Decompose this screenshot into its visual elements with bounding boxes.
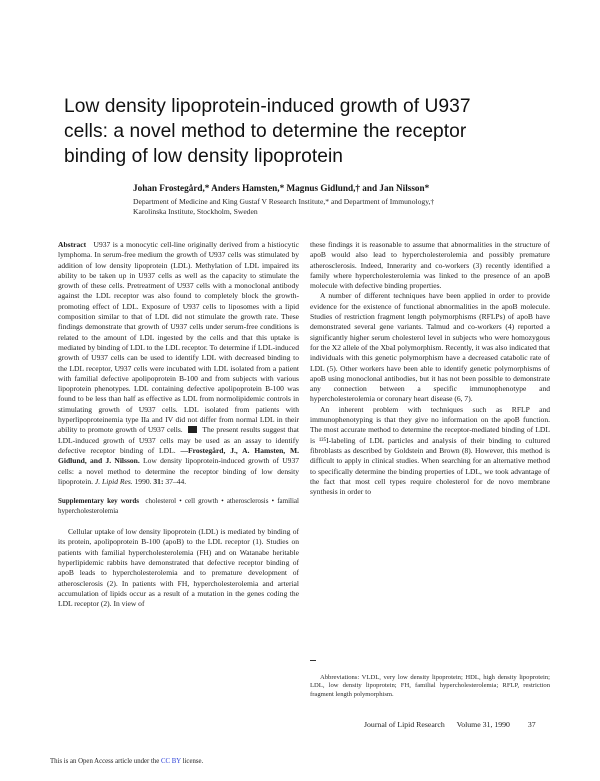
- title-line: binding of low density lipoprotein: [64, 146, 344, 167]
- intro-paragraph: Cellular uptake of low density lipoprotein (LDL) is mediated by binding of its protein, apolipoprotein B-100 (apoB) to the LDL receptor (1). Studies on patients with familial hypercholesterolemia (FH) and on Watanabe heritable hyperlipidemic rabbits have demonstrated that defective receptor binding of apoB leads to hypercholesterolemia and to premature development of atherosclerosis (2). In patients with FH, hypercholesterolemia and arterial accumulation of lipids occur as a result of a mutation in the genes coding the LDL receptor (2). In view of: [58, 527, 299, 609]
- abstract-label: Abstract: [58, 240, 87, 249]
- citation-pages: 37–44.: [165, 476, 187, 486]
- body-paragraph: these findings it is reasonable to assume that abnormalities in the structure of apoB would also lead to hypercholesterolemia and possibly premature atherosclerosis. Indeed, Innerarity and co-workers (3) recently identified a family where hypercholesterolemia was linked to the presence of an apoB molecule with defective binding properties.: [310, 240, 550, 291]
- author-list: Johan Frostegård,* Anders Hamsten,* Magnus Gidlund,† and Jan Nilsson*: [133, 183, 430, 193]
- title-line: cells: a novel method to determine the receptor: [64, 121, 467, 142]
- abbreviations-footnote: Abbreviations: VLDL, very low density lipoprotein; HDL, high density lipoprotein; LDL, low density lipoprotein; FH, familial hypercholesterolemia; RFLP, restriction fragment length polymorphism.: [310, 673, 550, 698]
- body-paragraph: A number of different techniques have been applied in order to provide evidence for the existence of functional abnormalities in the apoB molecule. Studies of restriction fragment length polymorphisms (RFLPs) of apoB have demonstrated several gene variants. Talmud and co-workers (4) reported a significantly higher serum cholesterol level in subjects who were homozygous for the X2 allele of the XbaI polymorphism. Recently, it was also indicated that individuals with this genetic polymorphism have a decreased catabolic rate of LDL (5). Other workers have been able to identify genetic polymorphisms of apoB using monoclonal antibodies, but it has not been possible to demonstrate any connection between a specific immunophenotype and hypercholesterolemia or coronary heart disease (6, 7).: [310, 291, 550, 404]
- open-access-notice: [50, 758, 203, 765]
- citation-volume: 31:: [153, 476, 164, 486]
- abstract-conclusion: The present results suggest that LDL-induced growth of U937 cells may be used as an assay to identify defective receptor binding of LDL.: [58, 425, 300, 455]
- left-column: [58, 240, 299, 610]
- keywords: [58, 497, 299, 516]
- oa-prefix: This is an Open Access article under the: [50, 758, 160, 765]
- page-number: 37: [527, 720, 536, 729]
- section-marker-icon: [188, 426, 197, 433]
- footnote-divider: [310, 660, 316, 661]
- affiliation-line: Department of Medicine and King Gustaf V Research Institute,* and Department of Immunology,†: [133, 197, 435, 206]
- cc-by-license-link[interactable]: CC BY: [160, 758, 181, 765]
- oa-suffix: license.: [182, 758, 204, 765]
- right-column: [310, 240, 550, 497]
- body-paragraph: An inherent problem with techniques such as RFLP and immunophenotyping is that they give no information on the apoB function. The most accurate method to determine the receptor-mediated binding of LDL is ¹²⁵I-labeling of LDL particles and analysis of their binding to cultured fibroblasts as described by Goldstein and Brown (8). However, this method is difficult to apply in clinical studies. When searching for an alternative method to specifically determine the binding properties of LDL, we took advantage of the fact that most cell types require cholesterol for de novo membrane synthesis in order to: [310, 404, 550, 497]
- journal-name: Journal of Lipid Research: [364, 720, 445, 729]
- title-line: Low density lipoprotein-induced growth of U937: [64, 96, 471, 117]
- citation-year: 1990.: [134, 476, 152, 486]
- citation-journal: J. Lipid Res.: [94, 476, 133, 486]
- keywords-text: cholesterol • cell growth • atherosclerosis • familial hypercholesterolemia: [58, 497, 299, 515]
- affiliation-line: Karolinska Institute, Stockholm, Sweden: [133, 207, 258, 216]
- article-title: [64, 94, 544, 169]
- affiliation: [133, 197, 434, 217]
- running-footer: [364, 720, 536, 729]
- citation-text: Low density lipoprotein-induced growth of U937 cells: a novel method to determine the receptor binding of low density lipoprotein.: [58, 456, 299, 486]
- citation-authors: —Frostegård, J., A. Hamsten, M. Gidlund, and J. Nilsson.: [58, 445, 299, 466]
- keywords-label: Supplementary key words: [58, 497, 140, 506]
- abstract: [58, 240, 299, 487]
- volume-info: Volume 31, 1990: [456, 720, 510, 729]
- abstract-text: U937 is a monocytic cell-line originally derived from a histiocytic lymphoma. In serum-free medium the growth of U937 cells was stimulated by addition of low density lipoprotein (LDL). Methylation of LDL impaired its ability to be taken up in U937 cells as well as the capacity to stimulate the growth of these cells. Pretreatment of U937 cells with a monoclonal antibody against the LDL receptor was also found to completely block the growth-promoting effect of LDL. Exposure of U937 cells to liposomes with a lipid composition similar to that of LDL did not stimulate the growth rate. These findings demonstrate that growth of U937 cells under serum-free conditions is related to the amount of LDL ingested by the cells and that this uptake is mediated by binding of LDL to the LDL receptor. To determine if LDL-induced growth of U937 cells can be used to identify LDL with decreased binding to the LDL receptor, U937 cells were incubated with LDL isolated from a patient with familial defective apolipoprotein B-100 and from subjects with various lipoprotein phenotypes. LDL containing defective apolipoprotein B-100 was found to be less than half as effective as LDL from normolipidemic controls in stimulating growth of U937 cells. LDL isolated from patients with hyperlipoproteinemia type IIa and IV did not differ from normal LDL in their ability to promote growth of U937 cells.: [58, 240, 299, 435]
